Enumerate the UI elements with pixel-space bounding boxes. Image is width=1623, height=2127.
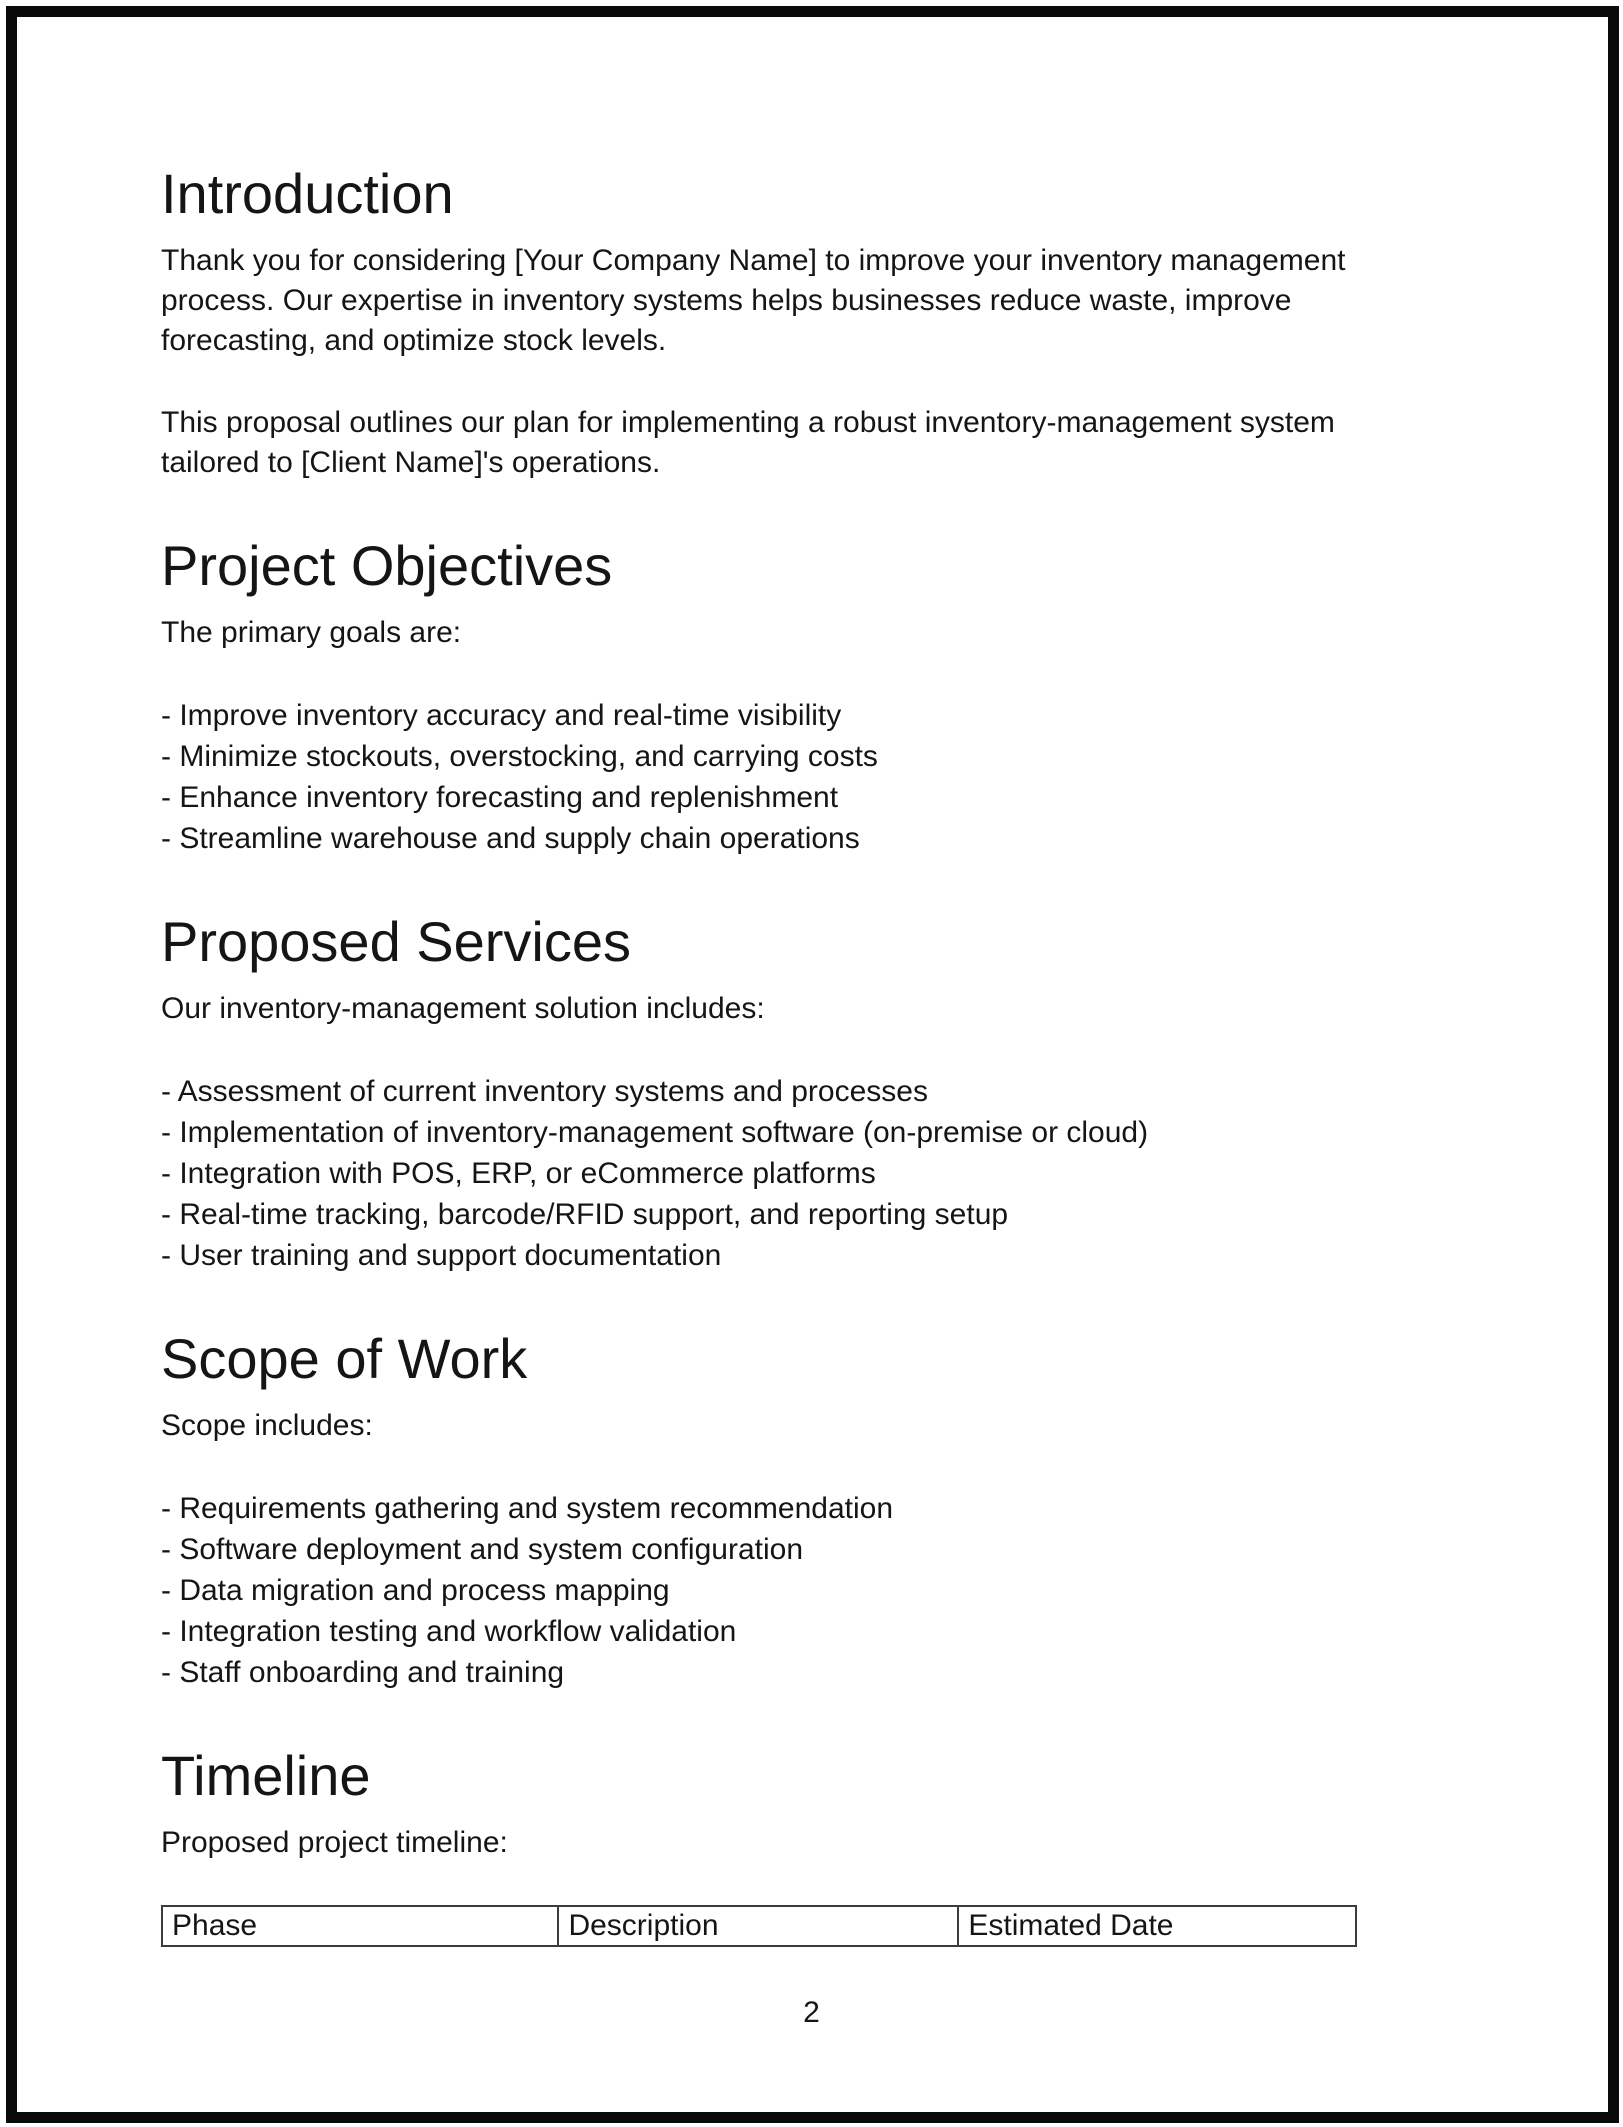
paragraph xyxy=(161,989,1371,1029)
list-item: - Assessment of current inventory systems and processes xyxy=(161,1075,928,1108)
table-header-cell-description: Description xyxy=(558,1906,958,1946)
paragraph xyxy=(161,613,1371,653)
list-item: - Data migration and process mapping xyxy=(161,1574,670,1607)
list-item: - Real-time tracking, barcode/RFID support, and reporting setup xyxy=(161,1198,1009,1231)
paragraph-line: The primary goals are: xyxy=(161,616,462,649)
paragraph xyxy=(161,403,1371,483)
objectives-list xyxy=(161,695,1371,859)
paragraph-line: Thank you for considering [Your Company Name] to improve your inventory management xyxy=(161,244,1346,277)
table-header-row xyxy=(162,1906,1356,1946)
paragraph-line: Proposed project timeline: xyxy=(161,1826,508,1859)
paragraph-line: Scope includes: xyxy=(161,1409,373,1442)
document-content xyxy=(161,0,1371,1947)
paragraph-line: This proposal outlines our plan for implementing a robust inventory-management system xyxy=(161,406,1335,439)
section-proposed-services xyxy=(161,911,1371,1276)
section-title-project-objectives: Project Objectives xyxy=(161,534,613,597)
services-list xyxy=(161,1071,1371,1276)
page-number: 2 xyxy=(803,1996,820,2029)
list-item: - Integration with POS, ERP, or eCommerce platforms xyxy=(161,1157,876,1190)
list-item: - Requirements gathering and system recommendation xyxy=(161,1492,894,1525)
list-item: - Streamline warehouse and supply chain operations xyxy=(161,822,860,855)
section-title-proposed-services: Proposed Services xyxy=(161,910,632,973)
list-item: - Implementation of inventory-management software (on-premise or cloud) xyxy=(161,1116,1149,1149)
timeline-table xyxy=(161,1905,1357,1947)
paragraph xyxy=(161,1406,1371,1446)
scope-list xyxy=(161,1488,1371,1693)
section-introduction xyxy=(161,163,1371,483)
section-scope-of-work xyxy=(161,1328,1371,1693)
paragraph-line: Our inventory-management solution includes: xyxy=(161,992,765,1025)
paragraph xyxy=(161,1823,1371,1863)
paragraph-line: tailored to [Client Name]'s operations. xyxy=(161,446,661,479)
paragraph xyxy=(161,241,1371,361)
list-item: - Integration testing and workflow validation xyxy=(161,1615,737,1648)
section-title-scope-of-work: Scope of Work xyxy=(161,1327,528,1390)
paragraph-line: forecasting, and optimize stock levels. xyxy=(161,324,667,357)
list-item: - Enhance inventory forecasting and replenishment xyxy=(161,781,839,814)
list-item: - Minimize stockouts, overstocking, and carrying costs xyxy=(161,740,878,773)
section-title-introduction: Introduction xyxy=(161,162,454,225)
table-header-cell-estimated-date: Estimated Date xyxy=(958,1906,1356,1946)
section-project-objectives xyxy=(161,535,1371,859)
list-item: - Software deployment and system configuration xyxy=(161,1533,803,1566)
list-item: - User training and support documentation xyxy=(161,1239,722,1272)
section-timeline xyxy=(161,1745,1371,1947)
list-item: - Staff onboarding and training xyxy=(161,1656,565,1689)
paragraph-line: process. Our expertise in inventory systems helps businesses reduce waste, improve xyxy=(161,284,1292,317)
list-item: - Improve inventory accuracy and real-time visibility xyxy=(161,699,842,732)
section-title-timeline: Timeline xyxy=(161,1744,371,1807)
table-header-cell-phase: Phase xyxy=(162,1906,558,1946)
